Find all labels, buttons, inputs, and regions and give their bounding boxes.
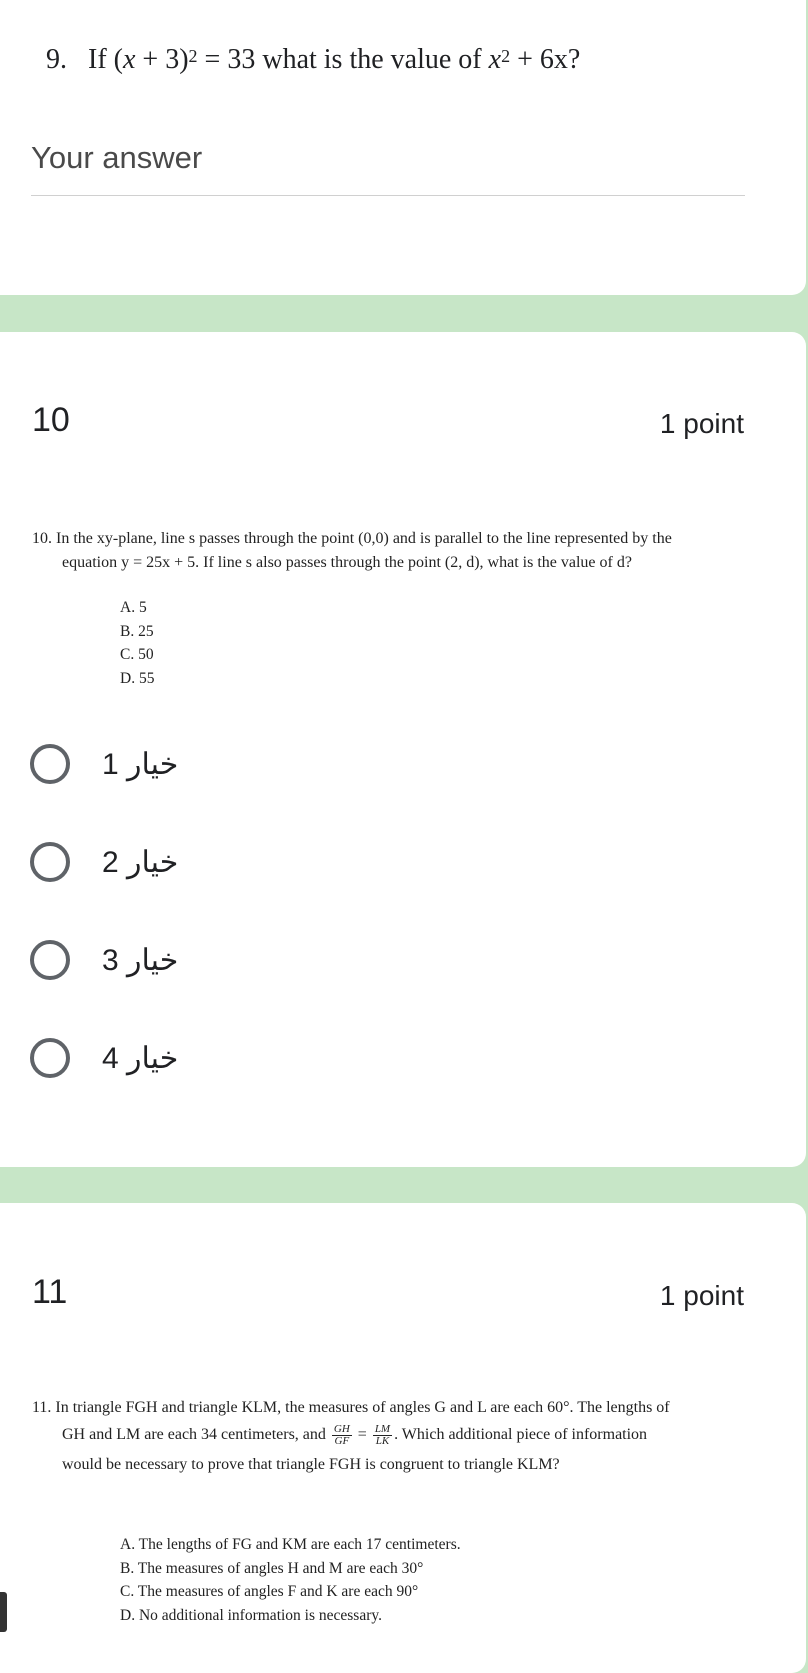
option-2[interactable] <box>30 842 178 882</box>
answer-input[interactable]: Your answer <box>31 140 203 175</box>
question-9-expr-var: x <box>488 44 502 75</box>
fraction-lm-lk <box>373 1424 392 1447</box>
radio-button-2[interactable] <box>30 842 70 882</box>
fraction-1-numerator: GH <box>333 1422 350 1435</box>
answer-input-underline <box>31 195 745 196</box>
fraction-1-denominator: GF <box>334 1434 350 1447</box>
question-10-choice-b: B. 25 <box>120 622 154 640</box>
radio-button-3[interactable] <box>30 940 70 980</box>
option-4[interactable] <box>30 1038 178 1078</box>
question-10-choice-d: D. 55 <box>120 669 155 687</box>
question-9-expr-rest: + 6x? <box>510 44 581 75</box>
radio-button-4[interactable] <box>30 1038 70 1078</box>
question-9-paren: ( <box>113 44 123 75</box>
question-10-choice-a: A. 5 <box>120 599 147 616</box>
option-3[interactable] <box>30 940 178 980</box>
question-11-text-line2b: . Which additional piece of information <box>394 1426 648 1443</box>
option-2-label: 2 خيار <box>102 845 179 879</box>
radio-button-1[interactable] <box>30 744 70 784</box>
fraction-gh-gf <box>332 1424 352 1447</box>
question-9-prefix: If <box>88 44 107 75</box>
question-11-text-line1: 11. In triangle FGH and triangle KLM, the measures of angles G and L are each 60°. The lengths of <box>32 1399 670 1416</box>
option-4-label: 4 خيار <box>102 1041 179 1075</box>
question-9-lhs-exponent: 2 <box>188 46 198 66</box>
question-9-number: 9. <box>46 44 67 75</box>
question-9-lhs-var: x <box>122 44 136 75</box>
question-11-text-line2 <box>62 1423 647 1447</box>
question-11-choice-c: C. The measures of angles F and K are each 90° <box>120 1583 419 1600</box>
fraction-equals: = <box>357 1426 367 1443</box>
question-11-number: 11 <box>32 1273 68 1311</box>
question-9-text <box>46 46 580 74</box>
option-3-label: 3 خيار <box>102 943 179 977</box>
question-10-text-line2: equation y = 25x + 5. If line s also passes through the point (2, d), what is the value of d? <box>62 554 632 571</box>
question-10-choices <box>120 596 154 690</box>
fraction-2-denominator: LK <box>375 1434 390 1447</box>
question-9-lhs-rest: + 3) <box>135 44 189 75</box>
option-1[interactable] <box>30 744 178 784</box>
question-11-card <box>0 1203 806 1673</box>
question-10-card <box>0 332 806 1167</box>
question-9-expr-exponent: 2 <box>501 46 511 66</box>
question-10-points: 1 point <box>659 408 744 439</box>
question-11-choice-d: D. No additional information is necessary. <box>120 1606 383 1624</box>
option-1-label: 1 خيار <box>102 747 179 781</box>
question-9-equals: = 33 <box>197 44 256 75</box>
question-10-choice-c: C. 50 <box>120 646 154 663</box>
question-9-middle: what is the value of <box>255 44 489 75</box>
fraction-2-numerator: LM <box>374 1422 391 1435</box>
question-11-choice-b: B. The measures of angles H and M are each 30° <box>120 1559 424 1577</box>
question-11-choices <box>120 1533 461 1627</box>
question-10-number: 10 <box>32 401 70 439</box>
question-11-choice-a: A. The lengths of FG and KM are each 17 centimeters. <box>120 1536 461 1553</box>
question-11-text-line2a: GH and LM are each 34 centimeters, and <box>62 1426 326 1443</box>
question-9-card <box>0 0 806 295</box>
scroll-handle[interactable] <box>0 1592 7 1632</box>
question-11-text-line3: would be necessary to prove that triangle FGH is congruent to triangle KLM? <box>62 1456 560 1473</box>
question-10-text-line1: 10. In the xy-plane, line s passes through the point (0,0) and is parallel to the line represented by the <box>32 530 672 547</box>
question-11-points: 1 point <box>659 1280 744 1311</box>
